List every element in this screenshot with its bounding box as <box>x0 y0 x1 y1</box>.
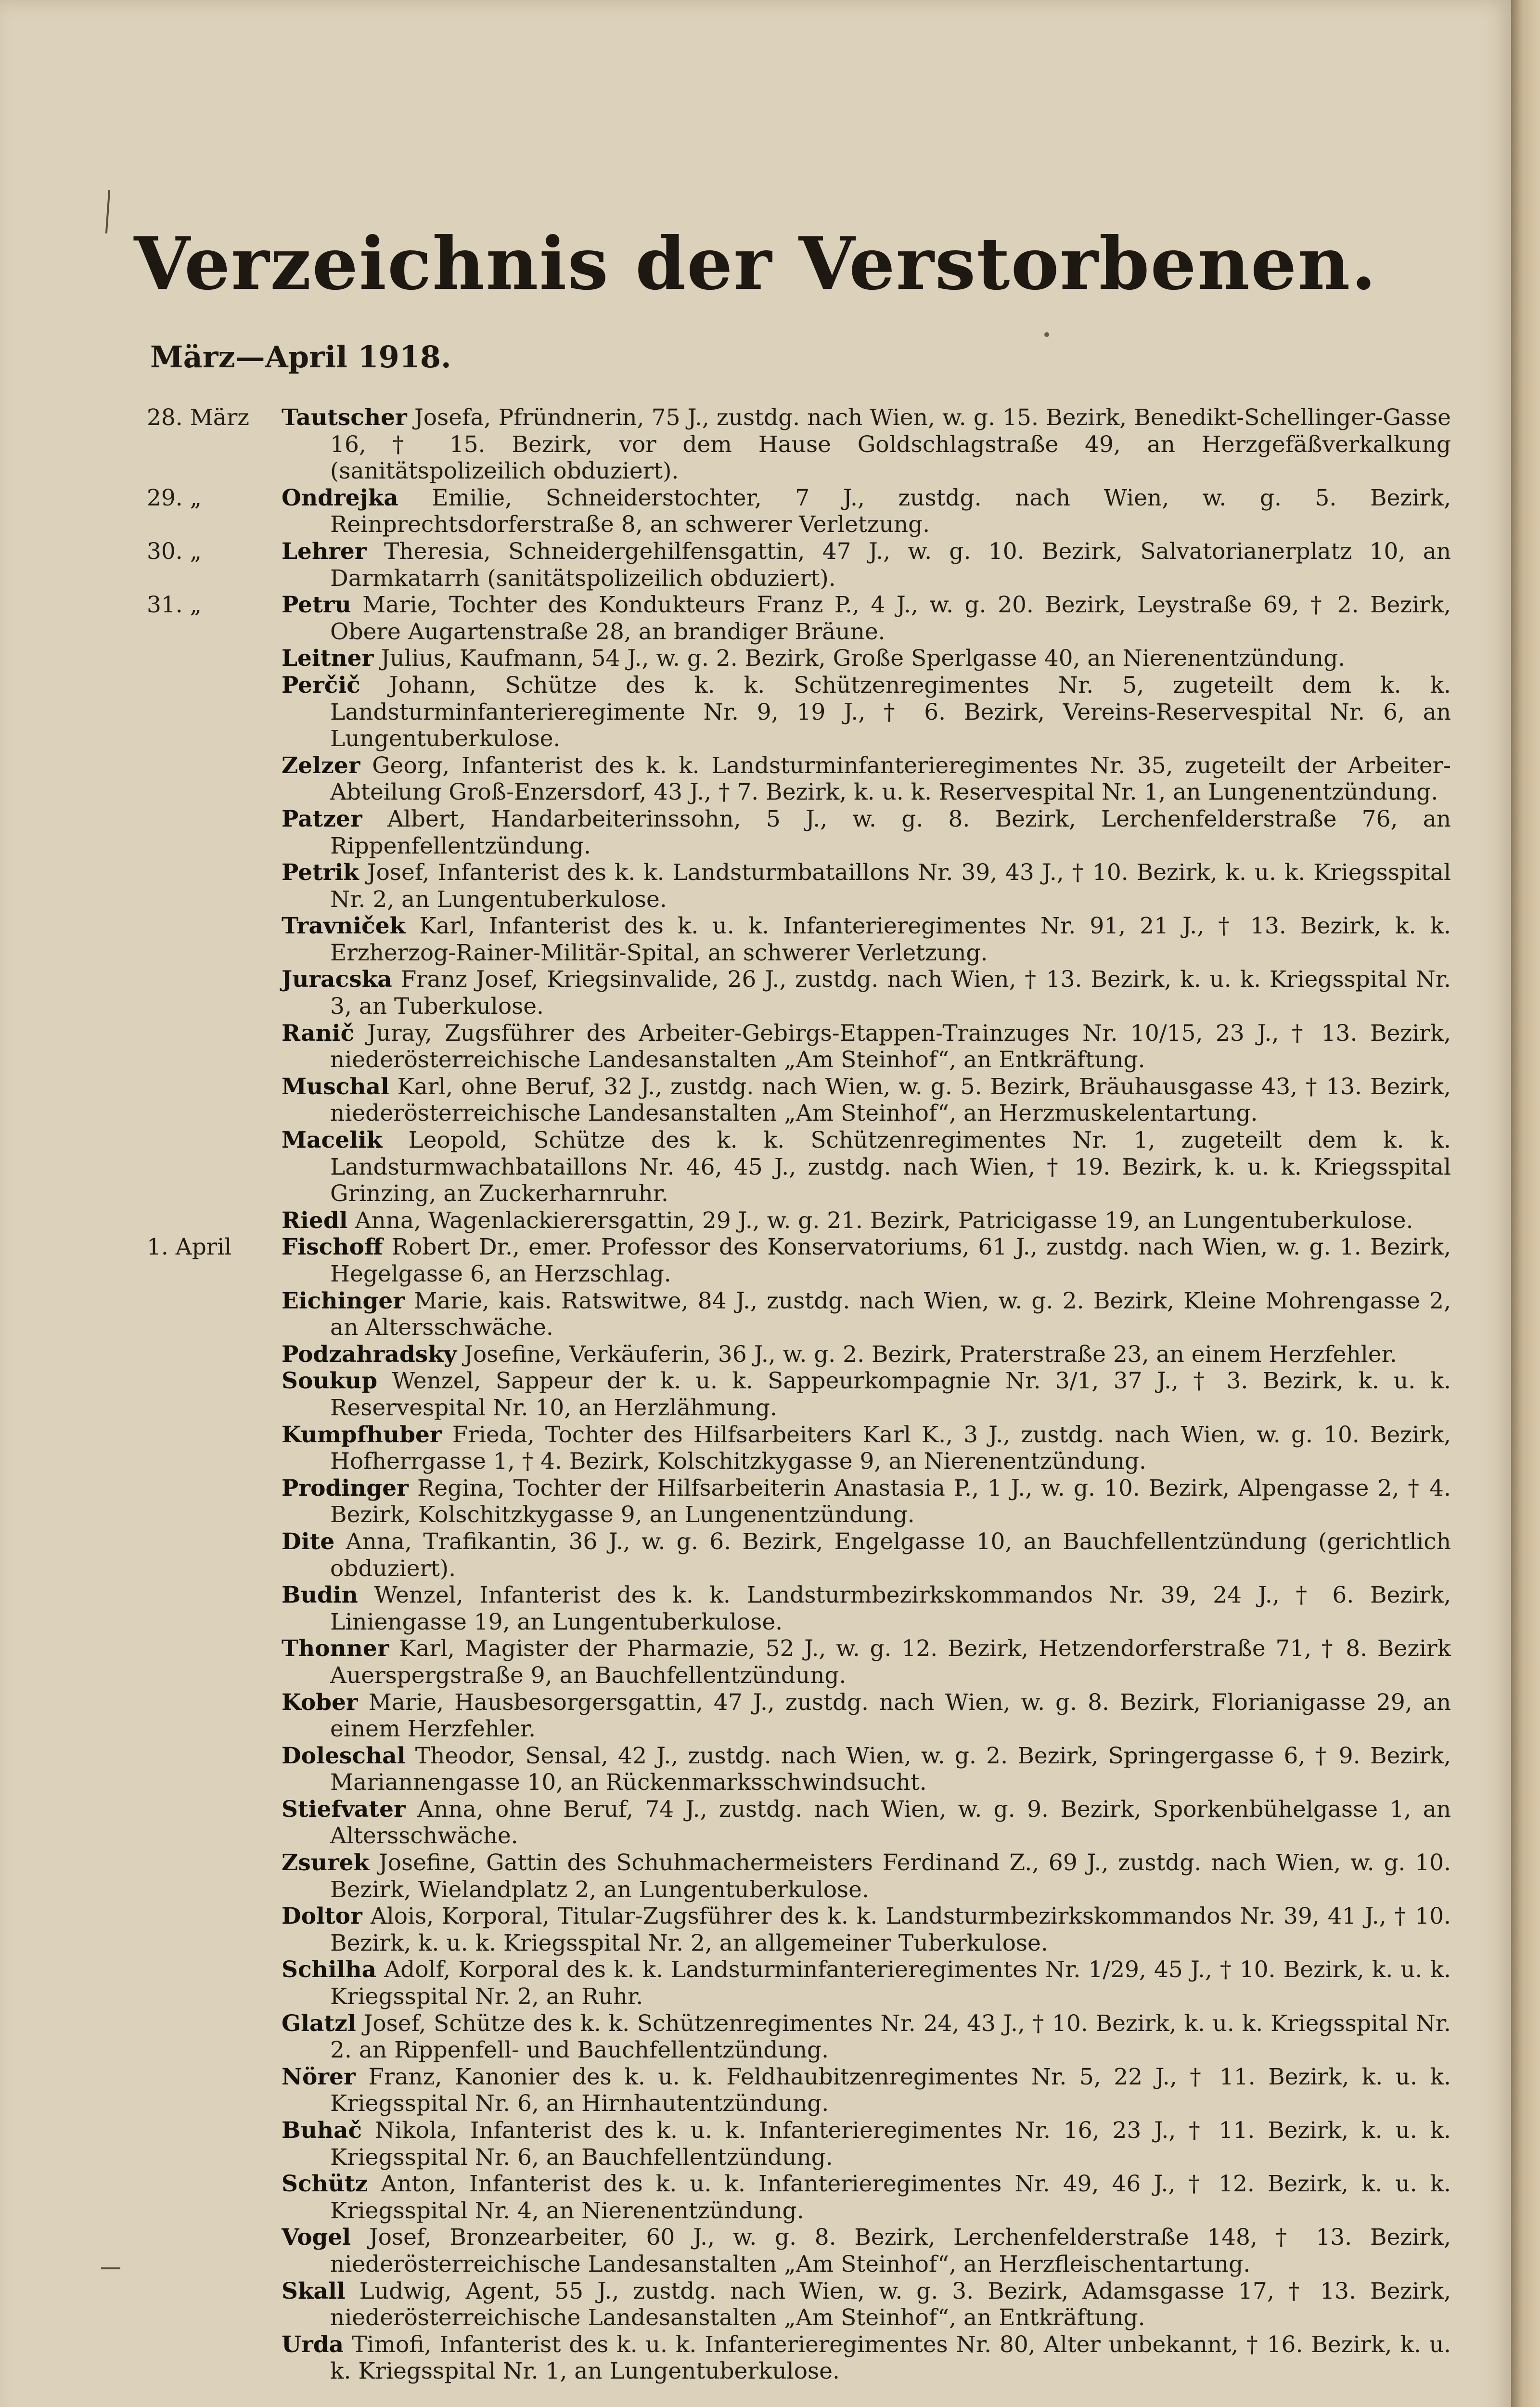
entry-date <box>147 1020 282 1074</box>
register-entry <box>147 2117 1451 2171</box>
register-entry <box>147 538 1451 592</box>
register-entry <box>147 645 1451 672</box>
entry-surname: Fischoff <box>282 1234 383 1261</box>
entry-body <box>282 2278 1451 2331</box>
register-entry <box>147 1796 1451 1850</box>
register-entry <box>147 752 1451 806</box>
page-title: Verzeichnis der Verstorbenen. <box>134 221 1377 306</box>
entry-surname: Buhač <box>282 2117 362 2144</box>
entry-details: Theresia, Schneidergehilfensgattin, 47 J., w. g. 10. Bezirk, Salvatorianerplatz 10, an Darmkatarrh (sanitätspolizeilich obduziert). <box>330 538 1451 592</box>
entry-date <box>147 2171 282 2224</box>
entry-surname: Nörer <box>282 2063 356 2090</box>
entry-surname: Ranič <box>282 1020 355 1047</box>
entry-body <box>282 1635 1451 1689</box>
entry-date: 28. März <box>147 404 250 431</box>
entry-details: Karl, ohne Beruf, 32 J., zustdg. nach Wien, w. g. 5. Bezirk, Bräuhausgasse 43, † 13. Bezirk, niederösterreichische Landesanstalten „Am Steinhof“, an Herzmuskelentartung. <box>330 1073 1451 1127</box>
entry-date <box>147 1422 282 1475</box>
entry-surname: Dite <box>282 1528 335 1555</box>
entry-details: Anna, Trafikantin, 36 J., w. g. 6. Bezirk, Engelgasse 10, an Bauchfellentzündung (gerichtlich obduziert). <box>330 1528 1451 1582</box>
entry-body <box>282 1475 1451 1528</box>
entry-body <box>282 1582 1451 1635</box>
entry-details: Marie, Tochter des Kondukteurs Franz P., 4 J., w. g. 20. Bezirk, Leystraße 69, † 2. Bezirk, Obere Augartenstraße 28, an brandiger Bräune. <box>330 592 1451 645</box>
entry-details: Josef, Infanterist des k. k. Landsturmbataillons Nr. 39, 43 J., † 10. Bezirk, k. u. k. Kriegsspital Nr. 2, an Lungentuberkulose. <box>330 859 1451 913</box>
entry-details: Wenzel, Sappeur der k. u. k. Sappeurkompagnie Nr. 3/1, 37 J., † 3. Bezirk, k. u. k. Reservespital Nr. 10, an Herzlähmung. <box>330 1368 1451 1421</box>
entry-surname: Muschal <box>282 1073 389 1100</box>
entry-details: Robert Dr., emer. Professor des Konservatoriums, 61 J., zustdg. nach Wien, w. g. 1. Bezirk, Hegelgasse 6, an Herzschlag. <box>330 1234 1451 1287</box>
entry-date <box>147 1743 282 1796</box>
entry-date <box>147 1689 282 1743</box>
entry-date <box>147 2117 282 2171</box>
entry-surname: Skall <box>282 2278 346 2304</box>
entry-date <box>147 2010 282 2064</box>
entry-date <box>147 859 282 913</box>
entry-surname: Zelzer <box>282 752 360 779</box>
entry-body <box>282 1850 1451 1903</box>
entry-date <box>147 645 282 672</box>
period-heading: März—April 1918. <box>150 339 451 375</box>
death-register-list <box>147 404 1451 2385</box>
entry-body <box>282 2064 1451 2117</box>
entry-details: Josef, Bronzearbeiter, 60 J., w. g. 8. Bezirk, Lerchenfelderstraße 148, † 13. Bezirk, niederösterreichische Landesanstalten „Am Steinhof“, an Herzfleischentartung. <box>330 2224 1451 2278</box>
entry-details: Anton, Infanterist des k. u. k. Infanterieregimentes Nr. 49, 46 J., † 12. Bezirk, k. u. k. Kriegsspital Nr. 4, an Nierenentzündung. <box>330 2171 1451 2224</box>
entry-body <box>282 1689 1451 1743</box>
entry-date <box>147 913 282 966</box>
entry-details: Marie, Hausbesorgersgattin, 47 J., zustdg. nach Wien, w. g. 8. Bezirk, Florianigasse 29, an einem Herzfehler. <box>330 1689 1451 1743</box>
entry-date <box>147 1368 282 1421</box>
register-entry <box>147 1234 1451 1287</box>
entry-details: Regina, Tochter der Hilfsarbeiterin Anastasia P., 1 J., w. g. 10. Bezirk, Alpengasse 2, † 4. Bezirk, Kolschitzkygasse 9, an Lungenentzündung. <box>330 1475 1451 1528</box>
entry-surname: Zsurek <box>282 1850 370 1876</box>
entry-body <box>282 592 1451 645</box>
entry-date <box>147 1341 282 1368</box>
entry-details: Ludwig, Agent, 55 J., zustdg. nach Wien, w. g. 3. Bezirk, Adamsgasse 17, † 13. Bezirk, niederösterreichische Landesanstalten „Am Steinhof“, an Entkräftung. <box>330 2278 1451 2331</box>
entry-details: Karl, Magister der Pharmazie, 52 J., w. g. 12. Bezirk, Hetzendorferstraße 71, † 8. Bezirk Auerspergstraße 9, an Bauchfellentzündung. <box>330 1635 1451 1689</box>
entry-date <box>147 1074 282 1127</box>
entry-date <box>147 1635 282 1689</box>
register-entry <box>147 1020 1451 1074</box>
register-entry <box>147 1074 1451 1127</box>
entry-date <box>147 2331 282 2385</box>
register-entry <box>147 1341 1451 1368</box>
register-entry <box>147 404 1451 485</box>
entry-surname: Doltor <box>282 1903 362 1930</box>
register-entry <box>147 485 1451 538</box>
entry-surname: Budin <box>282 1582 358 1609</box>
entry-details: Karl, Infanterist des k. u. k. Infanterieregimentes Nr. 91, 21 J., † 13. Bezirk, k. k. Erzherzog-Rainer-Militär-Spital, an schwerer Verletzung. <box>330 913 1451 966</box>
entry-body <box>282 1422 1451 1475</box>
entry-body <box>282 1341 1451 1368</box>
entry-details: Josefine, Gattin des Schuhmachermeisters Ferdinand Z., 69 J., zustdg. nach Wien, w. g. 10. Bezirk, Wielandplatz 2, an Lungentuberkulose. <box>330 1850 1451 1903</box>
entry-surname: Prodinger <box>282 1475 409 1501</box>
entry-date <box>147 1903 282 1956</box>
entry-body <box>282 1956 1451 2010</box>
entry-body <box>282 2117 1451 2171</box>
entry-details: Franz, Kanonier des k. u. k. Feldhaubitzenregimentes Nr. 5, 22 J., † 11. Bezirk, k. u. k. Kriegsspital Nr. 6, an Hirnhautentzündung. <box>330 2063 1451 2117</box>
entry-surname: Glatzl <box>282 2010 356 2037</box>
entry-body <box>282 1528 1451 1582</box>
entry-body <box>282 672 1451 752</box>
register-entry <box>147 2171 1451 2224</box>
entry-details: Emilie, Schneiderstochter, 7 J., zustdg. nach Wien, w. g. 5. Bezirk, Reinprechtsdorferstraße 8, an schwerer Verletzung. <box>330 484 1451 538</box>
register-entry <box>147 2278 1451 2331</box>
register-entry <box>147 1956 1451 2010</box>
entry-details: Marie, kais. Ratswitwe, 84 J., zustdg. nach Wien, w. g. 2. Bezirk, Kleine Mohrengasse 2, an Altersschwäche. <box>330 1287 1451 1341</box>
entry-date <box>147 806 282 859</box>
entry-surname: Schütz <box>282 2171 368 2198</box>
entry-body <box>282 485 1451 538</box>
register-entry <box>147 1635 1451 1689</box>
entry-body <box>282 1368 1451 1421</box>
entry-date <box>147 752 282 806</box>
entry-surname: Vogel <box>282 2224 351 2251</box>
entry-surname: Stiefvater <box>282 1796 406 1823</box>
entry-body <box>282 2010 1451 2064</box>
entry-surname: Lehrer <box>282 538 367 565</box>
register-entry <box>147 806 1451 859</box>
register-entry <box>147 966 1451 1020</box>
register-entry <box>147 859 1451 913</box>
entry-date: 30. „ <box>147 538 202 565</box>
entry-details: Anna, ohne Beruf, 74 J., zustdg. nach Wien, w. g. 9. Bezirk, Sporkenbühelgasse 1, an Altersschwäche. <box>330 1796 1451 1850</box>
entry-surname: Podzahradsky <box>282 1341 457 1368</box>
register-entry <box>147 1850 1451 1903</box>
entry-details: Anna, Wagenlackierersgattin, 29 J., w. g. 21. Bezirk, Patricigasse 19, an Lungentuberkulose. <box>355 1207 1413 1234</box>
register-entry <box>147 913 1451 966</box>
entry-date <box>147 2224 282 2278</box>
entry-surname: Schilha <box>282 1956 377 1983</box>
entry-body <box>282 1234 1451 1287</box>
register-entry <box>147 1475 1451 1528</box>
entry-details: Alois, Korporal, Titular-Zugsführer des k. k. Landsturmbezirkskommandos Nr. 39, 41 J., † 10. Bezirk, k. u. k. Kriegsspital Nr. 2, an allgemeiner Tuberkulose. <box>330 1903 1451 1956</box>
register-entry <box>147 2010 1451 2064</box>
entry-date <box>147 1796 282 1850</box>
entry-details: Theodor, Sensal, 42 J., zustdg. nach Wien, w. g. 2. Bezirk, Springergasse 6, † 9. Bezirk, Mariannengasse 10, an Rückenmarksschwindsucht. <box>330 1742 1451 1796</box>
entry-body <box>282 1207 1451 1234</box>
margin-pencil-mark <box>101 2267 120 2269</box>
entry-surname: Tautscher <box>282 404 407 431</box>
register-entry <box>147 2331 1451 2385</box>
entry-details: Georg, Infanterist des k. k. Landsturminfanterieregimentes Nr. 35, zugeteilt der Arbeiter-Abteilung Groß-Enzersdorf, 43 J., † 7. Bezirk, k. u. k. Reservespital Nr. 1, an Lungenentzündung. <box>330 752 1451 806</box>
entry-body <box>282 752 1451 806</box>
entry-surname: Doleschal <box>282 1742 406 1769</box>
entry-date <box>147 1850 282 1903</box>
entry-date <box>147 1127 282 1207</box>
register-entry <box>147 1288 1451 1341</box>
entry-date <box>147 1582 282 1635</box>
entry-details: Albert, Handarbeiterinssohn, 5 J., w. g. 8. Bezirk, Lerchenfelderstraße 76, an Rippenfellentzündung. <box>330 805 1451 859</box>
entry-details: Leopold, Schütze des k. k. Schützenregimentes Nr. 1, zugeteilt dem k. k. Landsturmwachbataillons Nr. 46, 45 J., zustdg. nach Wien, † 19. Bezirk, k. u. k. Kriegsspital Grinzing, an Zuckerharnruhr. <box>330 1127 1451 1207</box>
entry-body <box>282 913 1451 966</box>
entry-surname: Perčič <box>282 672 360 699</box>
entry-surname: Kober <box>282 1689 358 1716</box>
entry-surname: Macelik <box>282 1127 383 1154</box>
entry-body <box>282 1903 1451 1956</box>
register-entry <box>147 1743 1451 1796</box>
entry-details: Josefa, Pfründnerin, 75 J., zustdg. nach Wien, w. g. 15. Bezirk, Benedikt-Schellinger-Gasse 16, † 15. Bezirk, vor dem Hause Goldschlagstraße 49, an Herzgefäßverkalkung (sanitätspolizeilich obduziert). <box>330 404 1451 485</box>
entry-body <box>282 2331 1451 2385</box>
entry-details: Wenzel, Infanterist des k. k. Landsturmbezirkskommandos Nr. 39, 24 J., † 6. Bezirk, Liniengasse 19, an Lungentuberkulose. <box>330 1582 1451 1635</box>
entry-date <box>147 1528 282 1582</box>
entry-body <box>282 2171 1451 2224</box>
entry-surname: Soukup <box>282 1368 378 1395</box>
entry-body <box>282 2224 1451 2278</box>
entry-date <box>147 1956 282 2010</box>
entry-date: 29. „ <box>147 484 202 511</box>
entry-surname: Eichinger <box>282 1287 405 1314</box>
register-entry <box>147 2064 1451 2117</box>
entry-body <box>282 1288 1451 1341</box>
entry-body <box>282 1796 1451 1850</box>
entry-surname: Juracska <box>282 966 392 993</box>
entry-date <box>147 966 282 1020</box>
entry-details: Timofi, Infanterist des k. u. k. Infanterieregimentes Nr. 80, Alter unbekannt, † 16. Bezirk, k. u. k. Kriegsspital Nr. 1, an Lungentuberkulose. <box>330 2331 1451 2385</box>
entry-details: Johann, Schütze des k. k. Schützenregimentes Nr. 5, zugeteilt dem k. k. Landsturminfanterieregimente Nr. 9, 19 J., † 6. Bezirk, Vereins-Reservespital Nr. 6, an Lungentuberkulose. <box>330 672 1451 752</box>
entry-date <box>147 2278 282 2331</box>
entry-body <box>282 1743 1451 1796</box>
entry-details: Josefine, Verkäuferin, 36 J., w. g. 2. Bezirk, Praterstraße 23, an einem Herzfehler. <box>463 1341 1397 1368</box>
entry-surname: Petru <box>282 592 351 619</box>
entry-body <box>282 1127 1451 1207</box>
entry-date <box>147 672 282 752</box>
register-entry <box>147 1903 1451 1956</box>
entry-surname: Petrik <box>282 859 359 886</box>
entry-surname: Travniček <box>282 913 406 940</box>
entry-date: 1. April <box>147 1234 232 1261</box>
entry-details: Juray, Zugsführer des Arbeiter-Gebirgs-Etappen-Trainzuges Nr. 10/15, 23 J., † 13. Bezirk, niederösterreichische Landesanstalten „Am Steinhof“, an Entkräftung. <box>330 1020 1451 1074</box>
register-entry <box>147 1582 1451 1635</box>
entry-surname: Thonner <box>282 1635 389 1662</box>
register-entry <box>147 1207 1451 1234</box>
entry-surname: Leitner <box>282 645 374 672</box>
entry-surname: Riedl <box>282 1207 348 1234</box>
entry-surname: Ondrejka <box>282 484 398 511</box>
entry-body <box>282 404 1451 485</box>
entry-details: Frieda, Tochter des Hilfsarbeiters Karl K., 3 J., zustdg. nach Wien, w. g. 10. Bezirk, Hofherrgasse 1, † 4. Bezirk, Kolschitzkygasse 9, an Nierenentzündung. <box>330 1421 1451 1475</box>
entry-details: Josef, Schütze des k. k. Schützenregimentes Nr. 24, 43 J., † 10. Bezirk, k. u. k. Kriegsspital Nr. 2. an Rippenfell- und Bauchfellentzündung. <box>330 2010 1451 2064</box>
entry-details: Julius, Kaufmann, 54 J., w. g. 2. Bezirk, Große Sperlgasse 40, an Nierenentzündung. <box>381 645 1346 672</box>
entry-date <box>147 1207 282 1234</box>
register-entry <box>147 592 1451 645</box>
entry-details: Adolf, Korporal des k. k. Landsturminfanterieregimentes Nr. 1/29, 45 J., † 10. Bezirk, k. u. k. Kriegsspital Nr. 2, an Ruhr. <box>330 1956 1451 2010</box>
entry-body <box>282 1020 1451 1074</box>
entry-body <box>282 1074 1451 1127</box>
entry-details: Nikola, Infanterist des k. u. k. Infanterieregimentes Nr. 16, 23 J., † 11. Bezirk, k. u. k. Kriegsspital Nr. 6, an Bauchfellentzündung. <box>330 2117 1451 2171</box>
entry-details: Franz Josef, Kriegsinvalide, 26 J., zustdg. nach Wien, † 13. Bezirk, k. u. k. Kriegsspital Nr. 3, an Tuberkulose. <box>330 966 1451 1020</box>
ink-speck <box>1044 332 1049 337</box>
entry-date <box>147 2064 282 2117</box>
register-entry <box>147 1127 1451 1207</box>
register-entry <box>147 1368 1451 1421</box>
entry-body <box>282 538 1451 592</box>
register-entry <box>147 2224 1451 2278</box>
entry-body <box>282 645 1451 672</box>
entry-surname: Kumpfhuber <box>282 1421 442 1448</box>
entry-date <box>147 1475 282 1528</box>
entry-body <box>282 806 1451 859</box>
entry-body <box>282 966 1451 1020</box>
entry-date: 31. „ <box>147 592 202 619</box>
entry-surname: Urda <box>282 2331 344 2358</box>
entry-body <box>282 859 1451 913</box>
register-entry <box>147 1528 1451 1582</box>
entry-date <box>147 1288 282 1341</box>
register-entry <box>147 1689 1451 1743</box>
entry-surname: Patzer <box>282 805 362 832</box>
register-entry <box>147 1422 1451 1475</box>
register-entry <box>147 672 1451 752</box>
page-edge <box>1511 0 1540 2407</box>
